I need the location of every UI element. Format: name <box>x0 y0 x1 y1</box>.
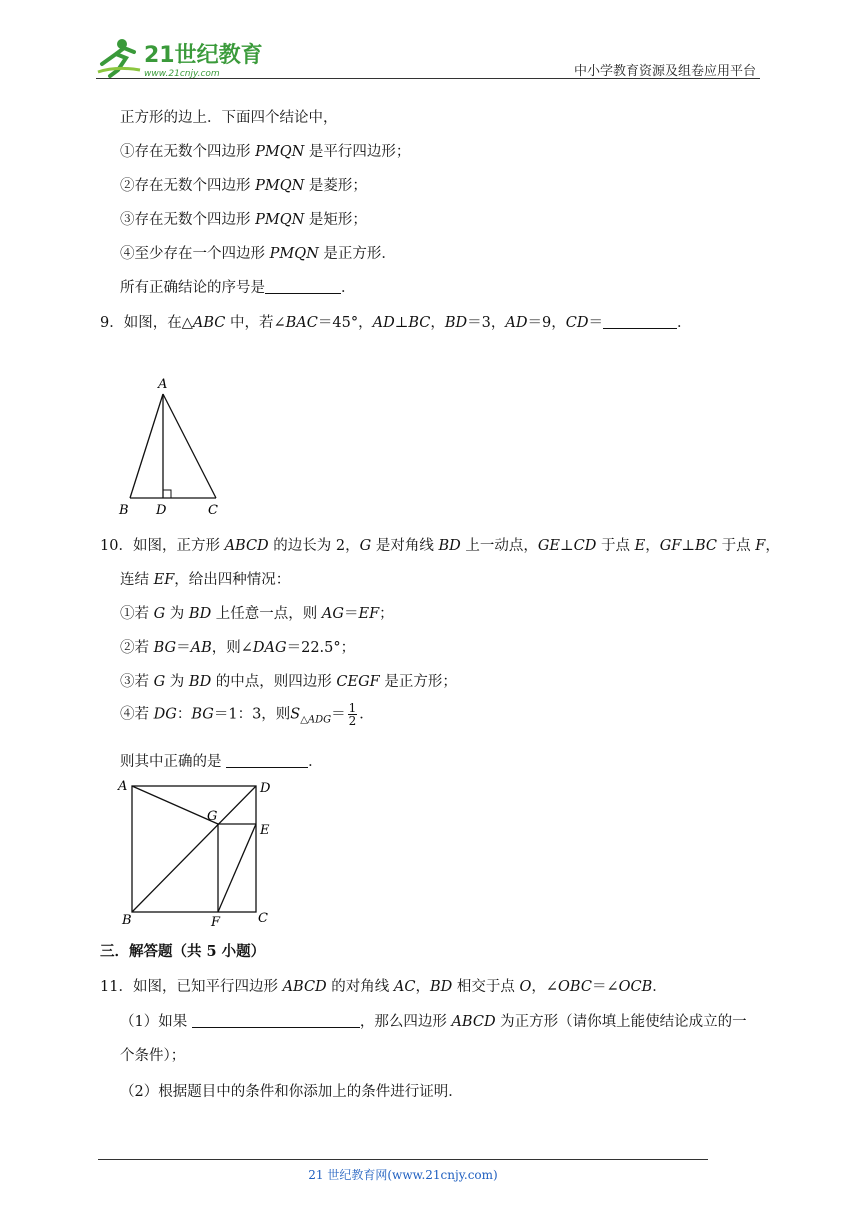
logo-text: 21世纪教育 <box>144 43 263 68</box>
q10-option-2: ②若 BG＝AB，则∠DAG＝22.5°； <box>120 640 356 656</box>
q8-option-3: ③存在无数个四边形 PMQN 是矩形； <box>120 212 367 228</box>
section-3-title: 三．解答题（共 5 小题） <box>100 943 266 960</box>
q10-square-figure <box>110 772 280 932</box>
label-b: B <box>122 913 132 928</box>
right-angle-mark <box>163 490 171 498</box>
q9-text: 9．如图，在△ABC 中，若∠BAC＝45°，AD⊥BC，BD＝3，AD＝9，CD＝ ． <box>100 315 692 331</box>
logo-url-text: www.21cnjy.com <box>144 69 220 79</box>
q11-text: 11．如图，已知平行四边形 ABCD 的对角线 AC，BD 相交于点 O，∠OBC＝∠OCB． <box>100 979 667 995</box>
label-c: C <box>258 911 268 926</box>
q10-option-4: ④若 DG：BG＝1：3，则$S_{\triangle ADG}=$ $\frac{1}{2}$ ． <box>120 701 374 728</box>
segment-ag <box>132 786 218 824</box>
header-divider <box>96 78 760 79</box>
diagonal-bd <box>132 786 256 912</box>
label-d: D <box>156 503 167 518</box>
fraction-one-half: $\frac{1}{2}$ <box>348 701 357 728</box>
label-a: A <box>158 377 168 392</box>
answer-blank[interactable] <box>192 1013 360 1028</box>
q10-text-line-2: 连结 EF，给出四种情况： <box>120 572 291 588</box>
answer-blank[interactable] <box>226 753 308 768</box>
q11-part-1-continuation: 个条件）； <box>120 1048 186 1064</box>
q8-answer-prompt: 所有正确结论的序号是 ． <box>120 280 356 296</box>
answer-blank[interactable] <box>603 314 677 329</box>
header-platform-text: 中小学教育资源及组卷应用平台 <box>573 64 756 79</box>
label-e: E <box>260 823 270 838</box>
label-f: F <box>211 915 221 930</box>
label-c: C <box>208 503 218 518</box>
site-logo <box>96 36 266 80</box>
q8-option-1: ①存在无数个四边形 PMQN 是平行四边形； <box>120 144 411 160</box>
q11-part-1: （1）如果 ，那么四边形 ABCD 为正方形（请你填上能使结论成立的一 <box>120 1014 747 1030</box>
footer-divider <box>98 1159 708 1160</box>
side-ac <box>163 394 216 498</box>
label-g: G <box>207 809 218 824</box>
q10-option-1: ①若 G 为 BD 上任意一点，则 AG＝EF； <box>120 606 394 622</box>
side-ab <box>130 394 163 498</box>
label-d: D <box>260 781 271 796</box>
q8-continuation: 正方形的边上．下面四个结论中， <box>120 110 338 126</box>
answer-blank[interactable] <box>265 279 341 294</box>
footer-site-link[interactable]: 21 世纪教育网(www.21cnjy.com) <box>308 1168 498 1182</box>
runner-logo-icon <box>98 39 140 76</box>
q8-option-2: ②存在无数个四边形 PMQN 是菱形； <box>120 178 367 194</box>
q10-answer-prompt: 则其中正确的是 ． <box>120 754 323 770</box>
segment-ef <box>218 824 256 912</box>
q10-option-3: ③若 G 为 BD 的中点，则四边形 CEGF 是正方形； <box>120 674 457 690</box>
label-a: A <box>118 779 128 794</box>
label-b: B <box>119 503 129 518</box>
q10-text-line-1: 10．如图，正方形 ABCD 的边长为 2，G 是对角线 BD 上一动点，GE⊥CD 于点 E，GF⊥BC 于点 F， <box>100 538 780 554</box>
q9-triangle-figure <box>110 370 230 520</box>
q11-part-2: （2）根据题目中的条件和你添加上的条件进行证明． <box>120 1084 463 1100</box>
q8-option-4: ④至少存在一个四边形 PMQN 是正方形． <box>120 246 396 262</box>
